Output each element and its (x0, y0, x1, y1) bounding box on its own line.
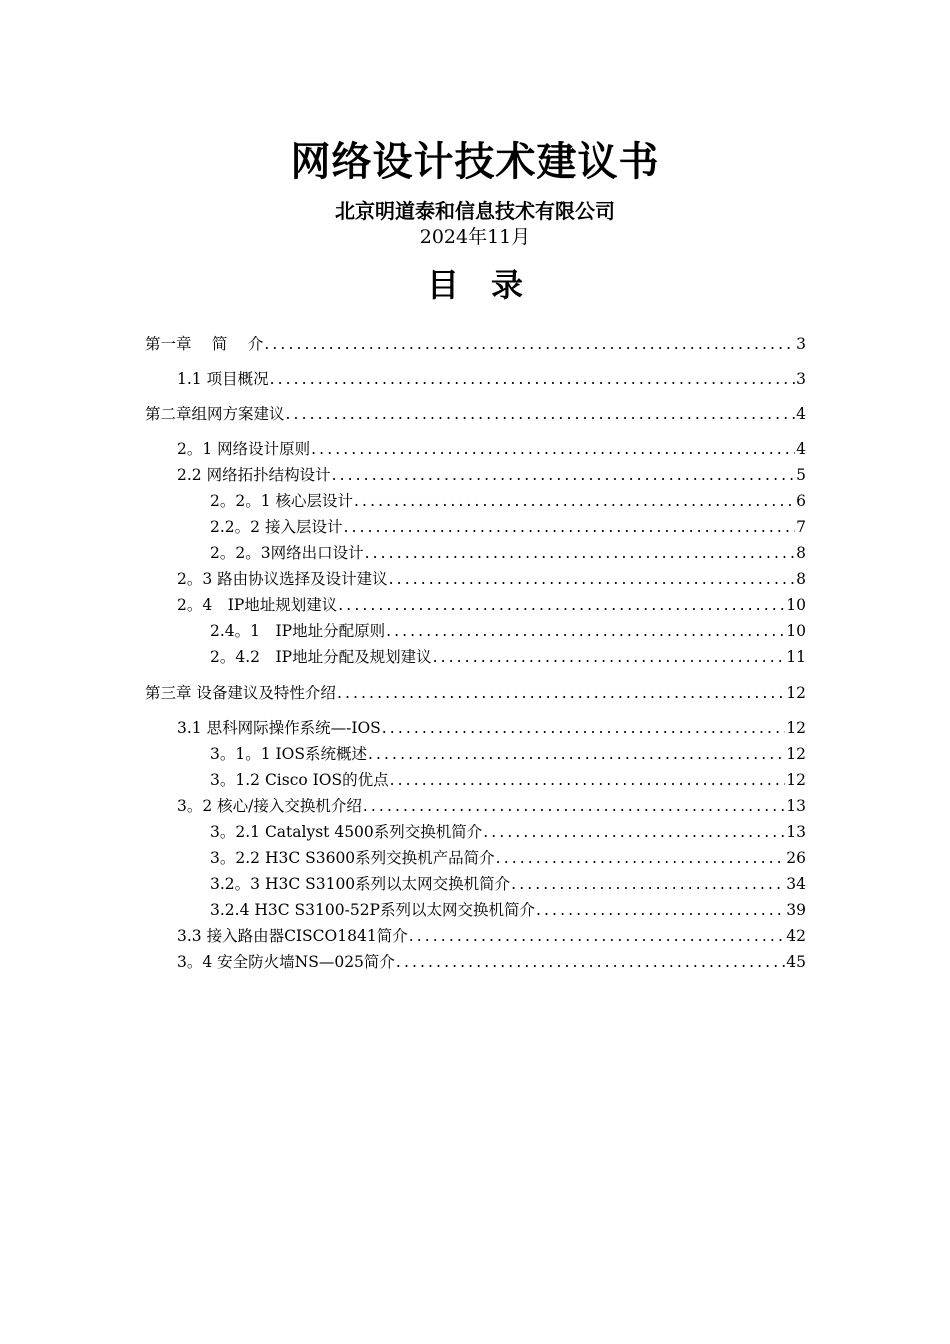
toc-dot-leader (382, 716, 786, 740)
toc-page-number: 3 (796, 370, 806, 388)
toc-page-number: 10 (786, 622, 806, 640)
toc-dot-leader (264, 332, 795, 356)
toc-dot-leader (343, 515, 795, 539)
toc-entry-2-2[interactable] (177, 463, 806, 487)
toc-page-number: 12 (786, 745, 806, 763)
toc-dot-leader (354, 489, 795, 513)
toc-dot-leader (368, 742, 785, 766)
toc-entry-label: 3.2.4 H3C S3100-52P系列以太网交换机简介 (210, 901, 535, 919)
toc-dot-leader (511, 872, 785, 896)
toc-entry-3-1-1[interactable] (210, 742, 806, 766)
toc-dot-leader (365, 541, 796, 565)
toc-entry-1-1[interactable] (177, 367, 806, 391)
toc-page-number: 13 (786, 823, 806, 841)
company-name: 北京明道泰和信息技术有限公司 (335, 199, 615, 223)
toc-page-number: 6 (796, 492, 806, 510)
toc-page-number: 42 (786, 927, 806, 945)
toc-entry-label: 2。4 IP地址规划建议 (177, 596, 338, 614)
toc-entry-2-2-1[interactable] (210, 489, 806, 513)
toc-entry-label: 3。2 核心/接入交换机介绍 (177, 797, 362, 815)
toc-page-number: 4 (796, 405, 806, 423)
toc-entry-label: 3.2。3 H3C S3100系列以太网交换机简介 (210, 875, 511, 893)
toc-dot-leader (386, 619, 785, 643)
toc-entry-label: 2。2。1 核心层设计 (210, 492, 354, 510)
toc-entry-label: 2。4.2 IP地址分配及规划建议 (210, 648, 432, 666)
toc-entry-label: 1.1 项目概况 (177, 370, 269, 388)
toc-entry-2-4-1[interactable] (210, 619, 806, 643)
document-title: 网络设计技术建议书 (290, 139, 660, 185)
toc-page-number: 5 (796, 466, 806, 484)
toc-dot-leader (536, 898, 785, 922)
toc-entry-chapter-2[interactable] (145, 402, 806, 426)
toc-page-number: 7 (796, 518, 806, 536)
toc-entry-2-2-3[interactable] (210, 541, 806, 565)
toc-dot-leader (396, 950, 785, 974)
toc-entry-2-4-2[interactable] (210, 645, 806, 669)
toc-entry-label: 第三章 设备建议及特性介绍 (145, 684, 336, 702)
toc-entry-label: 2。3 路由协议选择及设计建议 (177, 570, 388, 588)
toc-dot-leader (332, 463, 796, 487)
toc-dot-leader (270, 367, 796, 391)
toc-page-number: 12 (786, 719, 806, 737)
toc-entry-label: 2.2。2 接入层设计 (210, 518, 343, 536)
toc-entry-2-2-2[interactable] (210, 515, 806, 539)
toc-entry-label: 3。4 安全防火墙NS—025简介 (177, 953, 395, 971)
toc-page-number: 13 (786, 797, 806, 815)
toc-entry-3-1-2[interactable] (210, 768, 806, 792)
toc-dot-leader (338, 593, 785, 617)
toc-heading: 目 录 (426, 266, 523, 304)
toc-entry-chapter-3[interactable] (145, 681, 806, 705)
toc-entry-2-3[interactable] (177, 567, 806, 591)
toc-entry-label: 3.3 接入路由器CISCO1841简介 (177, 927, 408, 945)
toc-page-number: 11 (786, 648, 806, 666)
toc-entry-2-4[interactable] (177, 593, 806, 617)
toc-entry-label: 第二章组网方案建议 (145, 405, 285, 423)
toc-page-number: 10 (786, 596, 806, 614)
toc-entry-3-4[interactable] (177, 950, 806, 974)
toc-dot-leader (409, 924, 786, 948)
toc-entry-3-2-1[interactable] (210, 820, 806, 844)
toc-page-number: 12 (786, 771, 806, 789)
toc-dot-leader (390, 768, 786, 792)
toc-dot-leader (496, 846, 786, 870)
toc-dot-leader (483, 820, 785, 844)
toc-entry-label: 2.4。1 IP地址分配原则 (210, 622, 386, 640)
document-date: 2024年11月 (419, 226, 531, 248)
toc-entry-chapter-1[interactable] (145, 332, 806, 356)
toc-page-number: 34 (786, 875, 806, 893)
toc-entry-label: 第一章 简 介 (145, 335, 264, 353)
toc-page-number: 45 (786, 953, 806, 971)
toc-dot-leader (337, 681, 785, 705)
toc-entry-3-2-4[interactable] (210, 898, 806, 922)
toc-entry-label: 3。1。1 IOS系统概述 (210, 745, 367, 763)
toc-dot-leader (389, 567, 795, 591)
toc-page-number: 8 (796, 544, 806, 562)
toc-dot-leader (311, 437, 795, 461)
toc-page-number: 12 (786, 684, 806, 702)
toc-entry-3-2-3[interactable] (210, 872, 806, 896)
toc-page-number: 26 (786, 849, 806, 867)
toc-entry-label: 2.2 网络拓扑结构设计 (177, 466, 331, 484)
toc-page-number: 3 (796, 335, 806, 353)
toc-entry-label: 3。1.2 Cisco IOS的优点 (210, 771, 389, 789)
toc-entry-label: 3.1 思科网际操作系统—-IOS (177, 719, 381, 737)
toc-page-number: 39 (786, 901, 806, 919)
toc-page-number: 8 (796, 570, 806, 588)
toc-dot-leader (433, 645, 786, 669)
toc-entry-label: 2。2。3网络出口设计 (210, 544, 364, 562)
toc-entry-3-1[interactable] (177, 716, 806, 740)
toc-page-number: 4 (796, 440, 806, 458)
toc-dot-leader (363, 794, 785, 818)
toc-entry-label: 3。2.1 Catalyst 4500系列交换机简介 (210, 823, 483, 841)
toc-entry-2-1[interactable] (177, 437, 806, 461)
toc-entry-3-2-2[interactable] (210, 846, 806, 870)
toc-entry-3-2[interactable] (177, 794, 806, 818)
toc-entry-label: 3。2.2 H3C S3600系列交换机产品简介 (210, 849, 495, 867)
toc-entry-label: 2。1 网络设计原则 (177, 440, 311, 458)
toc-entry-3-3[interactable] (177, 924, 806, 948)
toc-dot-leader (286, 402, 796, 426)
